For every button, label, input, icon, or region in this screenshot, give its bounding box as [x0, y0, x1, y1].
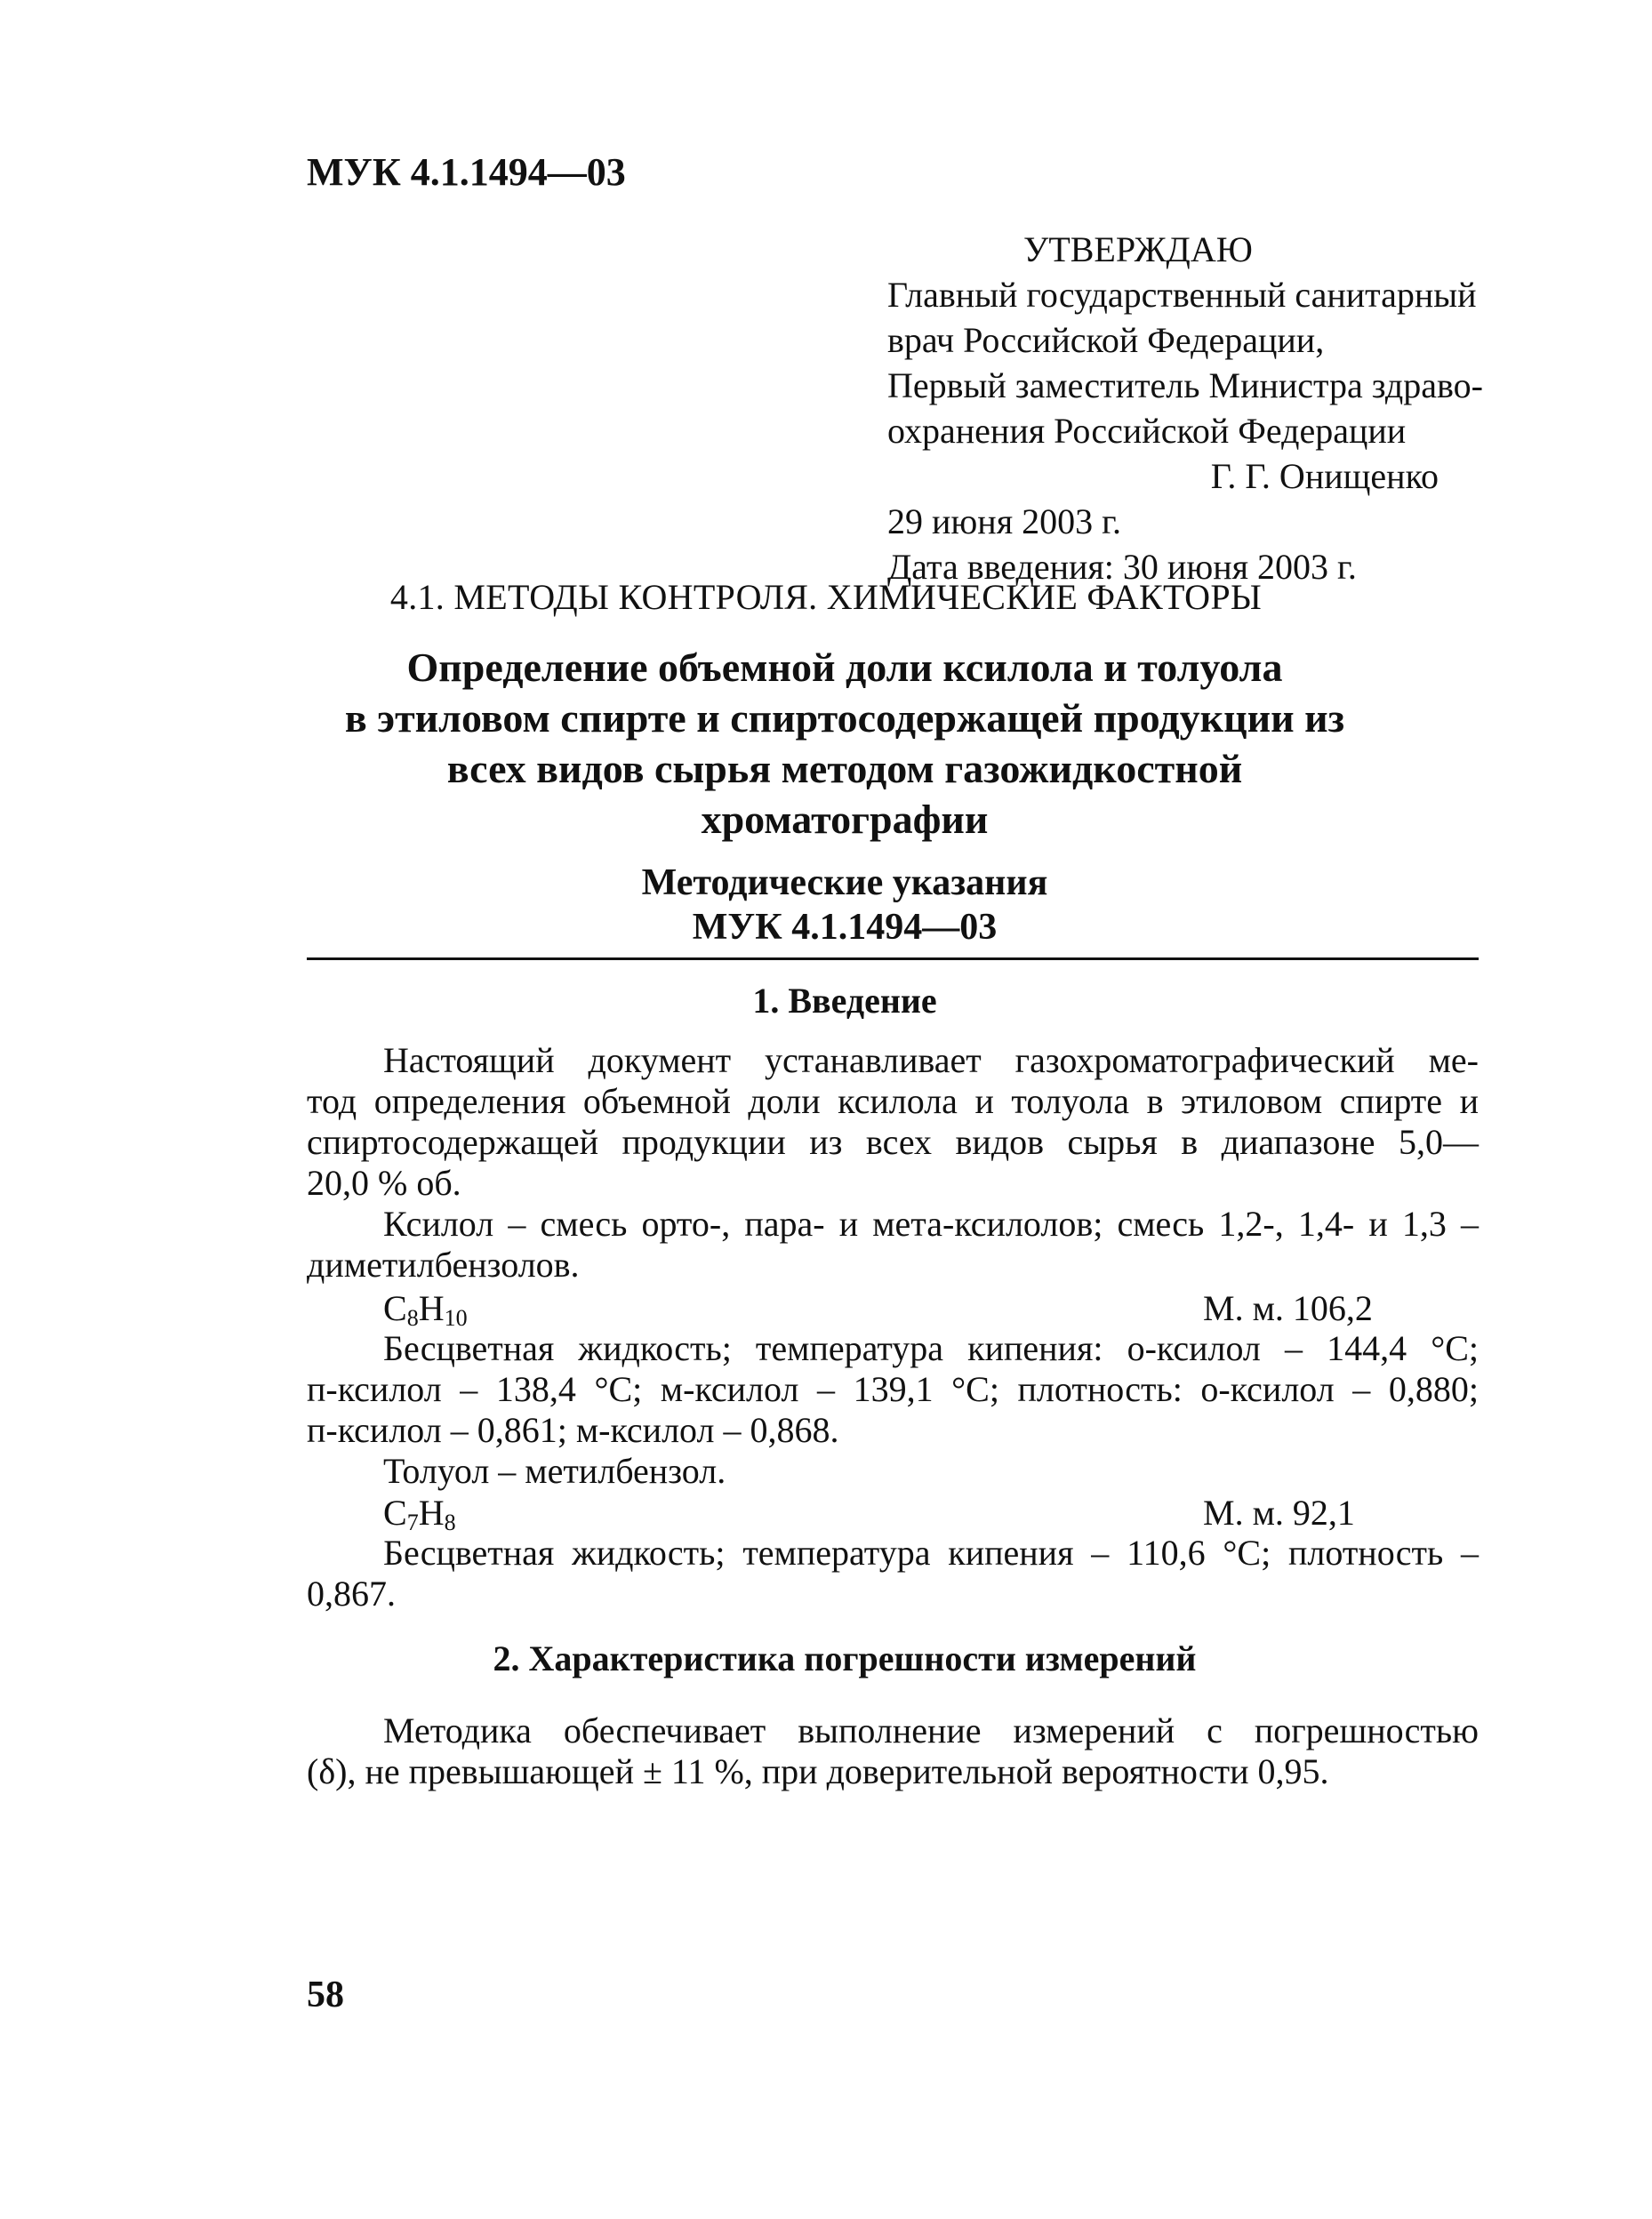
text-line: Бесцветная жидкость; температура кипения – 110,6 °С; плотность –	[383, 1533, 1479, 1573]
document-subtitle	[267, 861, 1423, 949]
subtitle-code: МУК 4.1.1494—03	[692, 907, 998, 948]
intro-paragraph	[307, 1040, 1479, 1286]
approval-date: 29 июня 2003 г.	[887, 501, 1121, 541]
text-line: п-ксилол – 138,4 °С; м-ксилол – 139,1 °С; плотность: о-ксилол – 0,880;	[307, 1369, 1479, 1409]
title-line: в этиловом спирте и спиртосодержащей продукции из	[344, 695, 1345, 741]
xylene-properties	[307, 1328, 1479, 1492]
approval-line: охранения Российской Федерации	[887, 411, 1407, 451]
accuracy-paragraph	[307, 1710, 1479, 1792]
approval-signer: Г. Г. Онищенко	[1210, 456, 1439, 496]
approval-line: Главный государственный санитарный	[887, 275, 1477, 315]
page-number: 58	[307, 1975, 344, 2015]
title-line: Определение объемной доли ксилола и толуола	[406, 645, 1283, 690]
text-line: Бесцветная жидкость; температура кипения: о-ксилол – 144,4 °С;	[383, 1328, 1479, 1368]
text-line: (δ), не превышающей ± 11 %, при доверительной вероятности 0,95.	[307, 1751, 1329, 1791]
effective-date: Дата введения: 30 июня 2003 г.	[887, 547, 1357, 587]
title-line: хроматографии	[701, 797, 989, 842]
approval-title: УТВЕРЖДАЮ	[1023, 229, 1253, 269]
text-line: Ксилол – смесь орто-, пара- и мета-ксилолов; смесь 1,2-, 1,4- и 1,3 –	[383, 1204, 1479, 1244]
approval-line: Первый заместитель Министра здраво-	[887, 365, 1483, 405]
toluene-properties	[307, 1533, 1479, 1614]
xylene-formula: $C_8H_{10}$	[383, 1288, 468, 1331]
text-line: Толуол – метилбензол.	[383, 1451, 726, 1491]
subtitle-line: Методические указания	[641, 862, 1048, 903]
text-line: спиртосодержащей продукции из всех видов сырья в диапазоне 5,0—	[307, 1122, 1479, 1162]
document-code: МУК 4.1.1494—03	[307, 150, 626, 194]
text-line: п-ксилол – 0,861; м-ксилол – 0,868.	[307, 1410, 839, 1450]
section-heading: 1. Введение	[752, 981, 937, 1021]
document-title	[267, 642, 1423, 845]
text-line: 0,867.	[307, 1574, 396, 1614]
approval-block	[887, 227, 1483, 589]
text-line: 20,0 % об.	[307, 1163, 461, 1203]
section-heading: 2. Характеристика погрешности измерений	[493, 1638, 1197, 1678]
xylene-molar-mass: М. м. 106,2	[1203, 1288, 1373, 1328]
category-heading: 4.1. МЕТОДЫ КОНТРОЛЯ. ХИМИЧЕСКИЕ ФАКТОРЫ	[389, 577, 1263, 617]
text-line: тод определения объемной доли ксилола и толуола в этиловом спирте и	[307, 1081, 1479, 1121]
text-line: Настоящий документ устанавливает газохроматографический ме-	[383, 1040, 1479, 1080]
title-line: всех видов сырья методом газожидкостной	[446, 746, 1243, 791]
divider-line	[307, 957, 1479, 960]
toluene-molar-mass: М. м. 92,1	[1203, 1493, 1355, 1533]
toluene-formula: $C_7H_8$	[383, 1493, 456, 1535]
text-line: Методика обеспечивает выполнение измерений с погрешностью	[383, 1710, 1479, 1750]
approval-line: врач Российской Федерации,	[887, 320, 1325, 360]
text-line: диметилбензолов.	[307, 1245, 580, 1285]
